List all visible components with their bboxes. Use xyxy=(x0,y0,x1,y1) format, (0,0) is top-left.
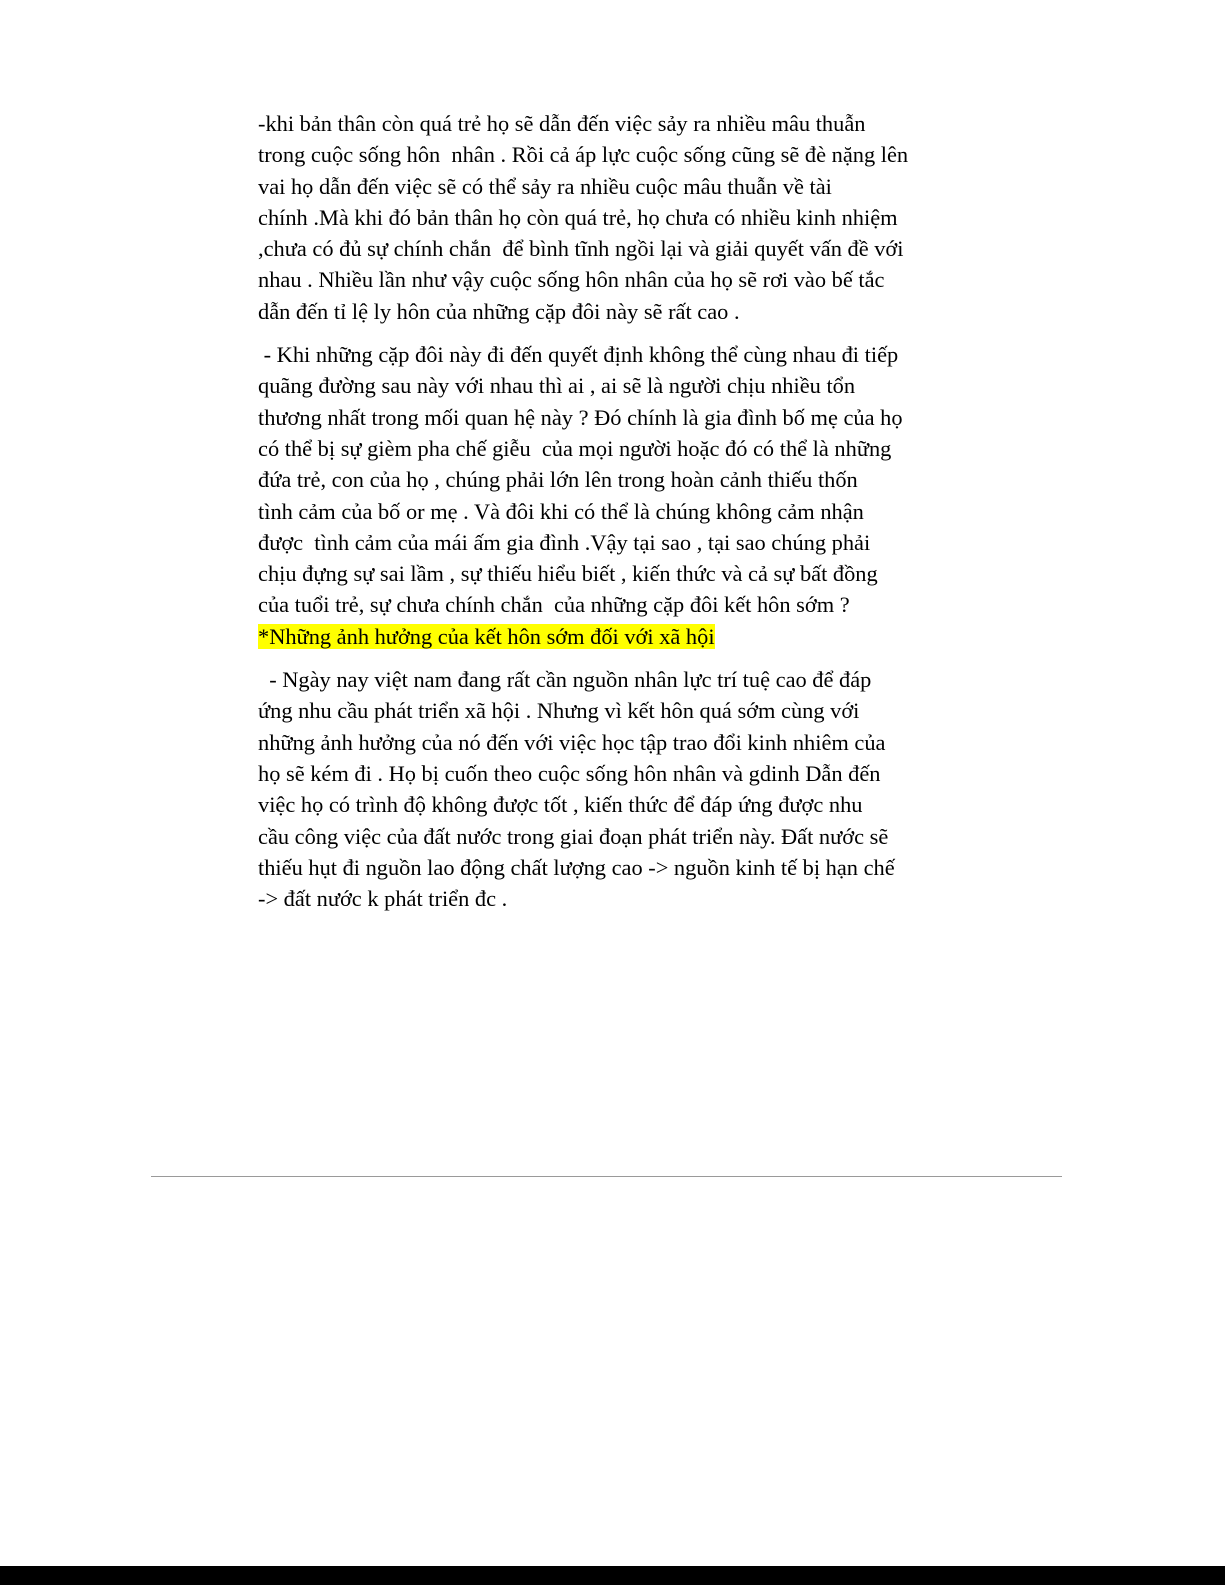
text-line: đứa trẻ, con của họ , chúng phải lớn lên trong hoàn cảnh thiếu thốn xyxy=(258,467,858,493)
text-line: -> đất nước k phát triển đc . xyxy=(258,886,508,912)
paragraph-2 xyxy=(258,339,958,652)
bottom-edge-bar xyxy=(0,1566,1225,1585)
text-line: những ảnh hưởng của nó đến với việc học tập trao đổi kinh nhiêm của xyxy=(258,729,886,755)
page-divider xyxy=(151,1176,1062,1177)
text-line: ,chưa có đủ sự chính chắn để bình tĩnh ngồi lại và giải quyết vấn đề với xyxy=(258,236,904,262)
text-line: trong cuộc sống hôn nhân . Rồi cả áp lực cuộc sống cũng sẽ đè nặng lên xyxy=(258,142,909,168)
text-line: tình cảm của bố or mẹ . Và đôi khi có thể là chúng không cảm nhận xyxy=(258,498,864,524)
text-line: họ sẽ kém đi . Họ bị cuốn theo cuộc sống hôn nhân và gdinh Dẫn đến xyxy=(258,760,881,786)
highlighted-heading-text: *Những ảnh hưởng của kết hôn sớm đối với xã hội xyxy=(258,623,715,649)
text-line: ứng nhu cầu phát triển xã hội . Nhưng vì kết hôn quá sớm cùng với xyxy=(258,698,860,724)
text-line: của tuổi trẻ, sự chưa chính chắn của những cặp đôi kết hôn sớm ? xyxy=(258,592,850,618)
text-line: dẫn đến tỉ lệ ly hôn của những cặp đôi này sẽ rất cao . xyxy=(258,298,740,324)
document-body xyxy=(258,108,958,914)
text-line: chính .Mà khi đó bản thân họ còn quá trẻ, họ chưa có nhiều kinh nhiệm xyxy=(258,204,898,230)
text-line: vai họ dẫn đến việc sẽ có thể sảy ra nhiều cuộc mâu thuẫn về tài xyxy=(258,173,832,199)
text-line: cầu công việc của đất nước trong giai đoạn phát triển này. Đất nước sẽ xyxy=(258,823,889,849)
text-line: thương nhất trong mối quan hệ này ? Đó chính là gia đình bố mẹ của họ xyxy=(258,404,903,430)
text-line: -khi bản thân còn quá trẻ họ sẽ dẫn đến việc sảy ra nhiều mâu thuẫn xyxy=(258,111,866,136)
text-line: được tình cảm của mái ấm gia đình .Vậy tại sao , tại sao chúng phải xyxy=(258,529,871,555)
text-line: việc họ có trình độ không được tốt , kiến thức để đáp ứng được nhu xyxy=(258,792,863,818)
text-line: - Ngày nay việt nam đang rất cần nguồn nhân lực trí tuệ cao để đáp xyxy=(258,667,872,693)
text-line: quãng đường sau này với nhau thì ai , ai sẽ là người chịu nhiều tổn xyxy=(258,373,856,399)
text-line: thiếu hụt đi nguồn lao động chất lượng cao -> nguồn kinh tế bị hạn chế xyxy=(258,854,895,880)
text-line: chịu đựng sự sai lầm , sự thiếu hiểu biết , kiến thức và cả sự bất đồng xyxy=(258,561,878,587)
paragraph-3 xyxy=(258,664,958,914)
highlighted-heading xyxy=(258,621,958,652)
text-line: - Khi những cặp đôi này đi đến quyết định không thể cùng nhau đi tiếp xyxy=(258,342,899,368)
text-line: có thể bị sự gièm pha chế giễu của mọi người hoặc đó có thể là những xyxy=(258,435,892,461)
paragraph-1 xyxy=(258,108,958,327)
text-line: nhau . Nhiều lần như vậy cuộc sống hôn nhân của họ sẽ rơi vào bế tắc xyxy=(258,267,885,293)
